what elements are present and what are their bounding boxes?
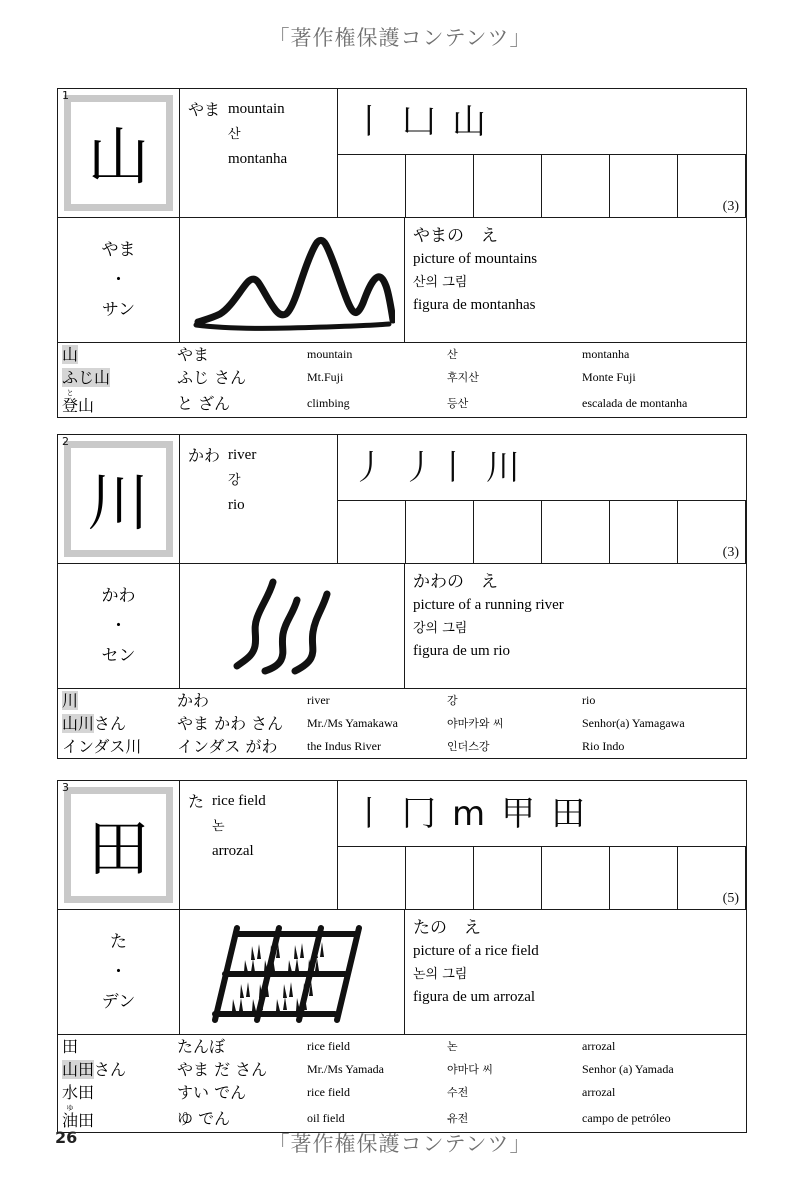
table-row: [58, 389, 746, 417]
vocab-kana: すい でん: [177, 1083, 247, 1102]
vocab-word: [58, 689, 173, 712]
vocabulary-section-3: [58, 1034, 746, 1132]
vocab-word: [58, 1081, 173, 1104]
kanji-glyph: 山: [87, 120, 150, 193]
vocab-word: [58, 366, 173, 389]
practice-box[interactable]: [474, 501, 542, 563]
vocab-word-suffix: さん: [94, 1060, 127, 1079]
vocab-word-kanji: 川: [125, 737, 142, 756]
kanji-entry-3: [57, 780, 747, 1133]
vocab-word-kanji: 山田: [62, 1060, 95, 1079]
entry-picture-row: [58, 217, 746, 342]
mountains-drawing-icon: [190, 228, 395, 332]
vocab-english: rice field: [307, 1039, 350, 1053]
practice-box[interactable]: [474, 155, 542, 217]
illustration-caption-cell-1: [405, 218, 746, 342]
vocab-word-kanji: 田: [62, 1037, 79, 1056]
caption-korean: 강의 그림: [413, 621, 468, 636]
stroke-count-label: (3): [722, 199, 739, 214]
vocab-word-kanji: 川: [62, 691, 79, 710]
vocab-portuguese: Monte Fuji: [582, 370, 636, 384]
kanji-reading-kana: た: [188, 792, 205, 811]
vocab-kana: ふじ さん: [177, 368, 247, 387]
vocab-word: [58, 1058, 173, 1081]
kanji-entry-2: [57, 434, 747, 759]
vocab-kana: やま: [177, 345, 210, 364]
practice-box[interactable]: [610, 847, 678, 909]
vocab-korean: 등산: [447, 396, 469, 410]
caption-portuguese: figura de um rio: [413, 643, 511, 659]
practice-box[interactable]: [610, 501, 678, 563]
kun-reading: やま: [101, 240, 136, 260]
vocab-korean: 유전: [447, 1111, 469, 1125]
caption-korean: 논의 그림: [413, 967, 468, 982]
vocab-portuguese: Rio Indo: [582, 739, 625, 753]
vocab-word-kanji: 田: [78, 1083, 95, 1102]
table-row: [58, 689, 746, 712]
vocab-english: Mt.Fuji: [307, 370, 344, 384]
vocab-english: the Indus River: [307, 739, 381, 753]
practice-box[interactable]: [610, 155, 678, 217]
vocab-word: [58, 735, 173, 758]
practice-box[interactable]: [406, 155, 474, 217]
stroke-step: 甲: [501, 793, 536, 834]
kanji-meaning-cell-3: [180, 781, 338, 909]
caption-english: picture of a running river: [413, 597, 564, 613]
onkun-readings-cell-1: [58, 218, 180, 342]
caption-english: picture of mountains: [413, 251, 538, 267]
kun-reading: かわ: [101, 586, 136, 606]
caption-japanese: たの え: [413, 918, 481, 938]
vocab-word: [58, 1035, 173, 1058]
vocab-kana: たんぼ: [177, 1037, 226, 1056]
practice-box[interactable]: [406, 847, 474, 909]
vocab-english: rice field: [307, 1085, 350, 1099]
entry-picture-row: [58, 909, 746, 1034]
entry-header-row: [58, 435, 746, 563]
kanji-meaning-cell-2: [180, 435, 338, 563]
caption-japanese: やまの え: [413, 226, 498, 246]
illustration-caption-cell-2: [405, 564, 746, 688]
vocab-kana: ゆ でん: [177, 1108, 231, 1128]
kanji-index-number: 1: [62, 89, 69, 102]
vocab-word-base: 油: [62, 1111, 79, 1130]
caption-japanese: かわの え: [413, 572, 498, 592]
stroke-step: 山: [452, 101, 486, 142]
vocab-english: Mr./Ms Yamada: [307, 1062, 385, 1076]
vocab-kana: やま かわ さん: [177, 714, 284, 733]
vocab-portuguese: rio: [582, 693, 596, 707]
meaning-portuguese: rio: [228, 497, 245, 513]
vocab-ruby: [62, 389, 79, 415]
vocab-word: [58, 389, 173, 417]
reading-separator: ・: [109, 962, 127, 982]
vocab-korean: 후지산: [447, 371, 479, 384]
kanji-index-number: 2: [62, 435, 69, 448]
vocab-word-prefix: インダス: [62, 737, 126, 756]
stroke-step: 冂: [402, 793, 436, 834]
vocab-korean: 수전: [447, 1086, 469, 1099]
vocab-english: mountain: [307, 347, 353, 361]
copyright-watermark-bottom: 「著作権保護コンテンツ」: [268, 1132, 532, 1156]
caption-portuguese: figura de um arrozal: [413, 989, 536, 1005]
stroke-step: 田: [551, 793, 586, 834]
vocab-english: river: [307, 693, 330, 707]
table-row: [58, 712, 746, 735]
stroke-order-cell-2: [338, 435, 746, 563]
kanji-glyph: 田: [87, 812, 150, 885]
caption-portuguese: figura de montanhas: [413, 297, 536, 313]
meaning-korean: 산: [228, 127, 241, 142]
on-reading: サン: [101, 300, 136, 320]
vocab-word: [58, 712, 173, 735]
vocab-korean: 논: [447, 1040, 458, 1053]
kanji-display-cell-1: [58, 89, 180, 217]
vocab-portuguese: arrozal: [582, 1039, 616, 1053]
caption-english: picture of a rice field: [413, 943, 539, 959]
vocab-word-prefix: 水: [62, 1083, 79, 1102]
vocab-portuguese: montanha: [582, 347, 630, 361]
illustration-cell-river: [180, 564, 405, 688]
stroke-order-sequence: [338, 89, 746, 155]
kanji-display-cell-2: [58, 435, 180, 563]
meaning-portuguese: arrozal: [212, 843, 254, 859]
practice-box[interactable]: [338, 155, 406, 217]
kanji-meaning-cell-1: [180, 89, 338, 217]
vocabulary-section-1: [58, 342, 746, 417]
stroke-order-cell-3: [338, 781, 746, 909]
practice-boxes-row: [338, 847, 746, 909]
illustration-cell-mountains: [180, 218, 405, 342]
table-row: [58, 1035, 746, 1058]
vocab-word-tail: 田: [78, 1111, 95, 1130]
onkun-readings-cell-2: [58, 564, 180, 688]
vocab-word-base: 登: [62, 396, 79, 415]
kanji-reading-kana: かわ: [188, 446, 221, 465]
vocab-kana: と ざん: [177, 393, 231, 413]
stroke-step: 丨: [352, 101, 386, 142]
vocab-word-kanji: 山: [62, 345, 79, 364]
vocab-word-kanji: ふじ山: [62, 368, 111, 387]
vocab-word-kanji: 山川: [62, 714, 95, 733]
stroke-step: 丿丨: [402, 447, 470, 488]
entry-header-row: [58, 89, 746, 217]
practice-box[interactable]: [542, 501, 610, 563]
vocab-word-suffix: さん: [94, 714, 127, 733]
vocab-furigana: と: [62, 389, 78, 397]
stroke-order-sequence: [338, 435, 746, 501]
vocab-portuguese: arrozal: [582, 1085, 616, 1099]
copyright-watermark-top: 「著作権保護コンテンツ」: [268, 26, 532, 50]
meaning-korean: 논: [212, 819, 225, 834]
stroke-step: m: [452, 793, 486, 834]
kanji-entry-1: [57, 88, 747, 418]
practice-box[interactable]: [542, 155, 610, 217]
on-reading: デン: [101, 992, 136, 1012]
stroke-order-sequence: [338, 781, 746, 847]
onkun-readings-cell-3: [58, 910, 180, 1034]
vocab-kana: インダス がわ: [177, 737, 278, 756]
kanji-reading-kana: やま: [188, 100, 221, 119]
vocabulary-table: [58, 343, 746, 417]
stroke-step: 川: [486, 447, 520, 488]
practice-box[interactable]: [338, 501, 406, 563]
practice-box[interactable]: [338, 847, 406, 909]
entry-picture-row: [58, 563, 746, 688]
caption-korean: 산의 그림: [413, 275, 468, 290]
stroke-count-label: (3): [722, 545, 739, 560]
stroke-count-label: (5): [722, 891, 739, 906]
meaning-english: mountain: [228, 101, 285, 117]
table-row: [58, 735, 746, 758]
meaning-korean: 강: [228, 473, 241, 488]
vocab-furigana: ゆ: [62, 1104, 78, 1112]
practice-box[interactable]: [542, 847, 610, 909]
kun-reading: た: [109, 932, 127, 952]
vocabulary-table: [58, 1035, 746, 1132]
meaning-portuguese: montanha: [228, 151, 288, 167]
vocabulary-table: [58, 689, 746, 758]
vocabulary-section-2: [58, 688, 746, 758]
table-row: [58, 343, 746, 366]
illustration-caption-cell-3: [405, 910, 746, 1034]
vocab-korean: 야마카와 씨: [447, 717, 504, 730]
entry-header-row: [58, 781, 746, 909]
stroke-step: 凵: [402, 101, 436, 142]
illustration-cell-rice-field: [180, 910, 405, 1034]
kanji-display-cell-3: [58, 781, 180, 909]
vocab-portuguese: escalada de montanha: [582, 395, 688, 410]
vocab-portuguese: Senhor (a) Yamada: [582, 1062, 674, 1076]
kanji-index-number: 3: [62, 781, 69, 794]
on-reading: セン: [101, 646, 136, 666]
vocab-portuguese: campo de petróleo: [582, 1110, 671, 1125]
practice-box[interactable]: [406, 501, 474, 563]
meaning-english: river: [228, 447, 257, 463]
reading-separator: ・: [110, 616, 127, 636]
table-row: [58, 1058, 746, 1081]
practice-boxes-row: [338, 155, 746, 217]
page-number: 26: [55, 1128, 78, 1147]
meaning-english: rice field: [212, 793, 266, 809]
rice-field-drawing-icon: [207, 920, 377, 1024]
reading-separator: ・: [110, 270, 127, 290]
river-drawing-icon: [227, 574, 357, 678]
vocab-korean: 야마다 씨: [447, 1063, 494, 1076]
vocab-word: [58, 343, 173, 366]
vocab-word-tail: 山: [78, 396, 95, 415]
stroke-order-cell-1: [338, 89, 746, 217]
vocab-english: Mr./Ms Yamakawa: [307, 716, 399, 730]
vocab-english: climbing: [307, 395, 350, 410]
table-row: [58, 1081, 746, 1104]
vocab-kana: かわ: [177, 691, 210, 710]
stroke-step: 丨: [352, 793, 386, 834]
stroke-step: 丿: [352, 447, 386, 488]
table-row: [58, 366, 746, 389]
practice-box[interactable]: [474, 847, 542, 909]
vocab-korean: 산: [447, 348, 458, 361]
vocab-korean: 강: [447, 694, 458, 707]
practice-boxes-row: [338, 501, 746, 563]
kanji-glyph: 川: [87, 466, 150, 539]
vocab-kana: やま だ さん: [177, 1060, 268, 1079]
vocab-korean: 인더스강: [447, 740, 490, 753]
vocab-portuguese: Senhor(a) Yamagawa: [582, 716, 685, 730]
vocab-english: oil field: [307, 1110, 345, 1125]
